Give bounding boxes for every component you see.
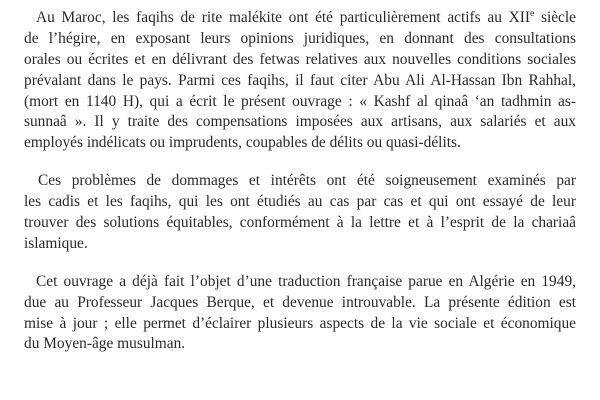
paragraph-line: les cadis et les faqihs, qui les ont étudiés au cas par cas et qui ont essayé de leur [24,193,576,211]
superscript-ordinal: e [530,9,535,19]
paragraph-line: de l’hégire, en exposant leurs opinions juridiques, en donnant des consultations [24,29,576,47]
paragraph-2 [24,171,576,255]
paragraph-line: sunnaâ ». Il y traite des compensations imposées aux artisans, aux salariés et aux [24,113,576,131]
paragraph-line: islamique. [24,234,88,252]
paragraph-line: employés indélicats ou imprudents, coupables de délits ou quasi-délits. [24,134,461,152]
paragraph-line: trouver des solutions équitables, conformément à la lettre et à l’esprit de la chariaâ [24,214,576,232]
text-run: Au Maroc, les faqihs de rite malékite ont été particulièrement actifs au XII [36,9,530,26]
paragraph-line [24,8,576,29]
paragraph-line: (mort en 1140 H), qui a écrit le présent ouvrage : « Kashf al qinaâ ‘an tadhmin as- [24,92,576,110]
paragraph-line: du Moyen-âge musulman. [24,335,186,353]
paragraph-line: due au Professeur Jacques Berque, et devenue introuvable. La présente édition est [24,293,576,311]
paragraph-line: Ces problèmes de dommages et intérêts ont été soigneusement examinés par [38,172,576,190]
paragraph-line: Cet ouvrage a déjà fait l’objet d’une traduction française parue en Algérie en 1949, [36,272,576,290]
paragraph-line: mise à jour ; elle permet d’éclairer plusieurs aspects de la vie sociale et économique [24,314,576,332]
paragraph-line: prévalant dans le pays. Parmi ces faqihs, il faut citer Abu Ali Al-Hassan Ibn Rahhal, [24,71,576,89]
document-page [24,8,576,355]
paragraph-1 [24,8,576,154]
text-run: siècle [534,9,576,26]
paragraph-line: orales ou écrites et en délivrant des fetwas relatives aux nouvelles conditions sociales [24,50,576,68]
paragraph-3 [24,272,576,356]
